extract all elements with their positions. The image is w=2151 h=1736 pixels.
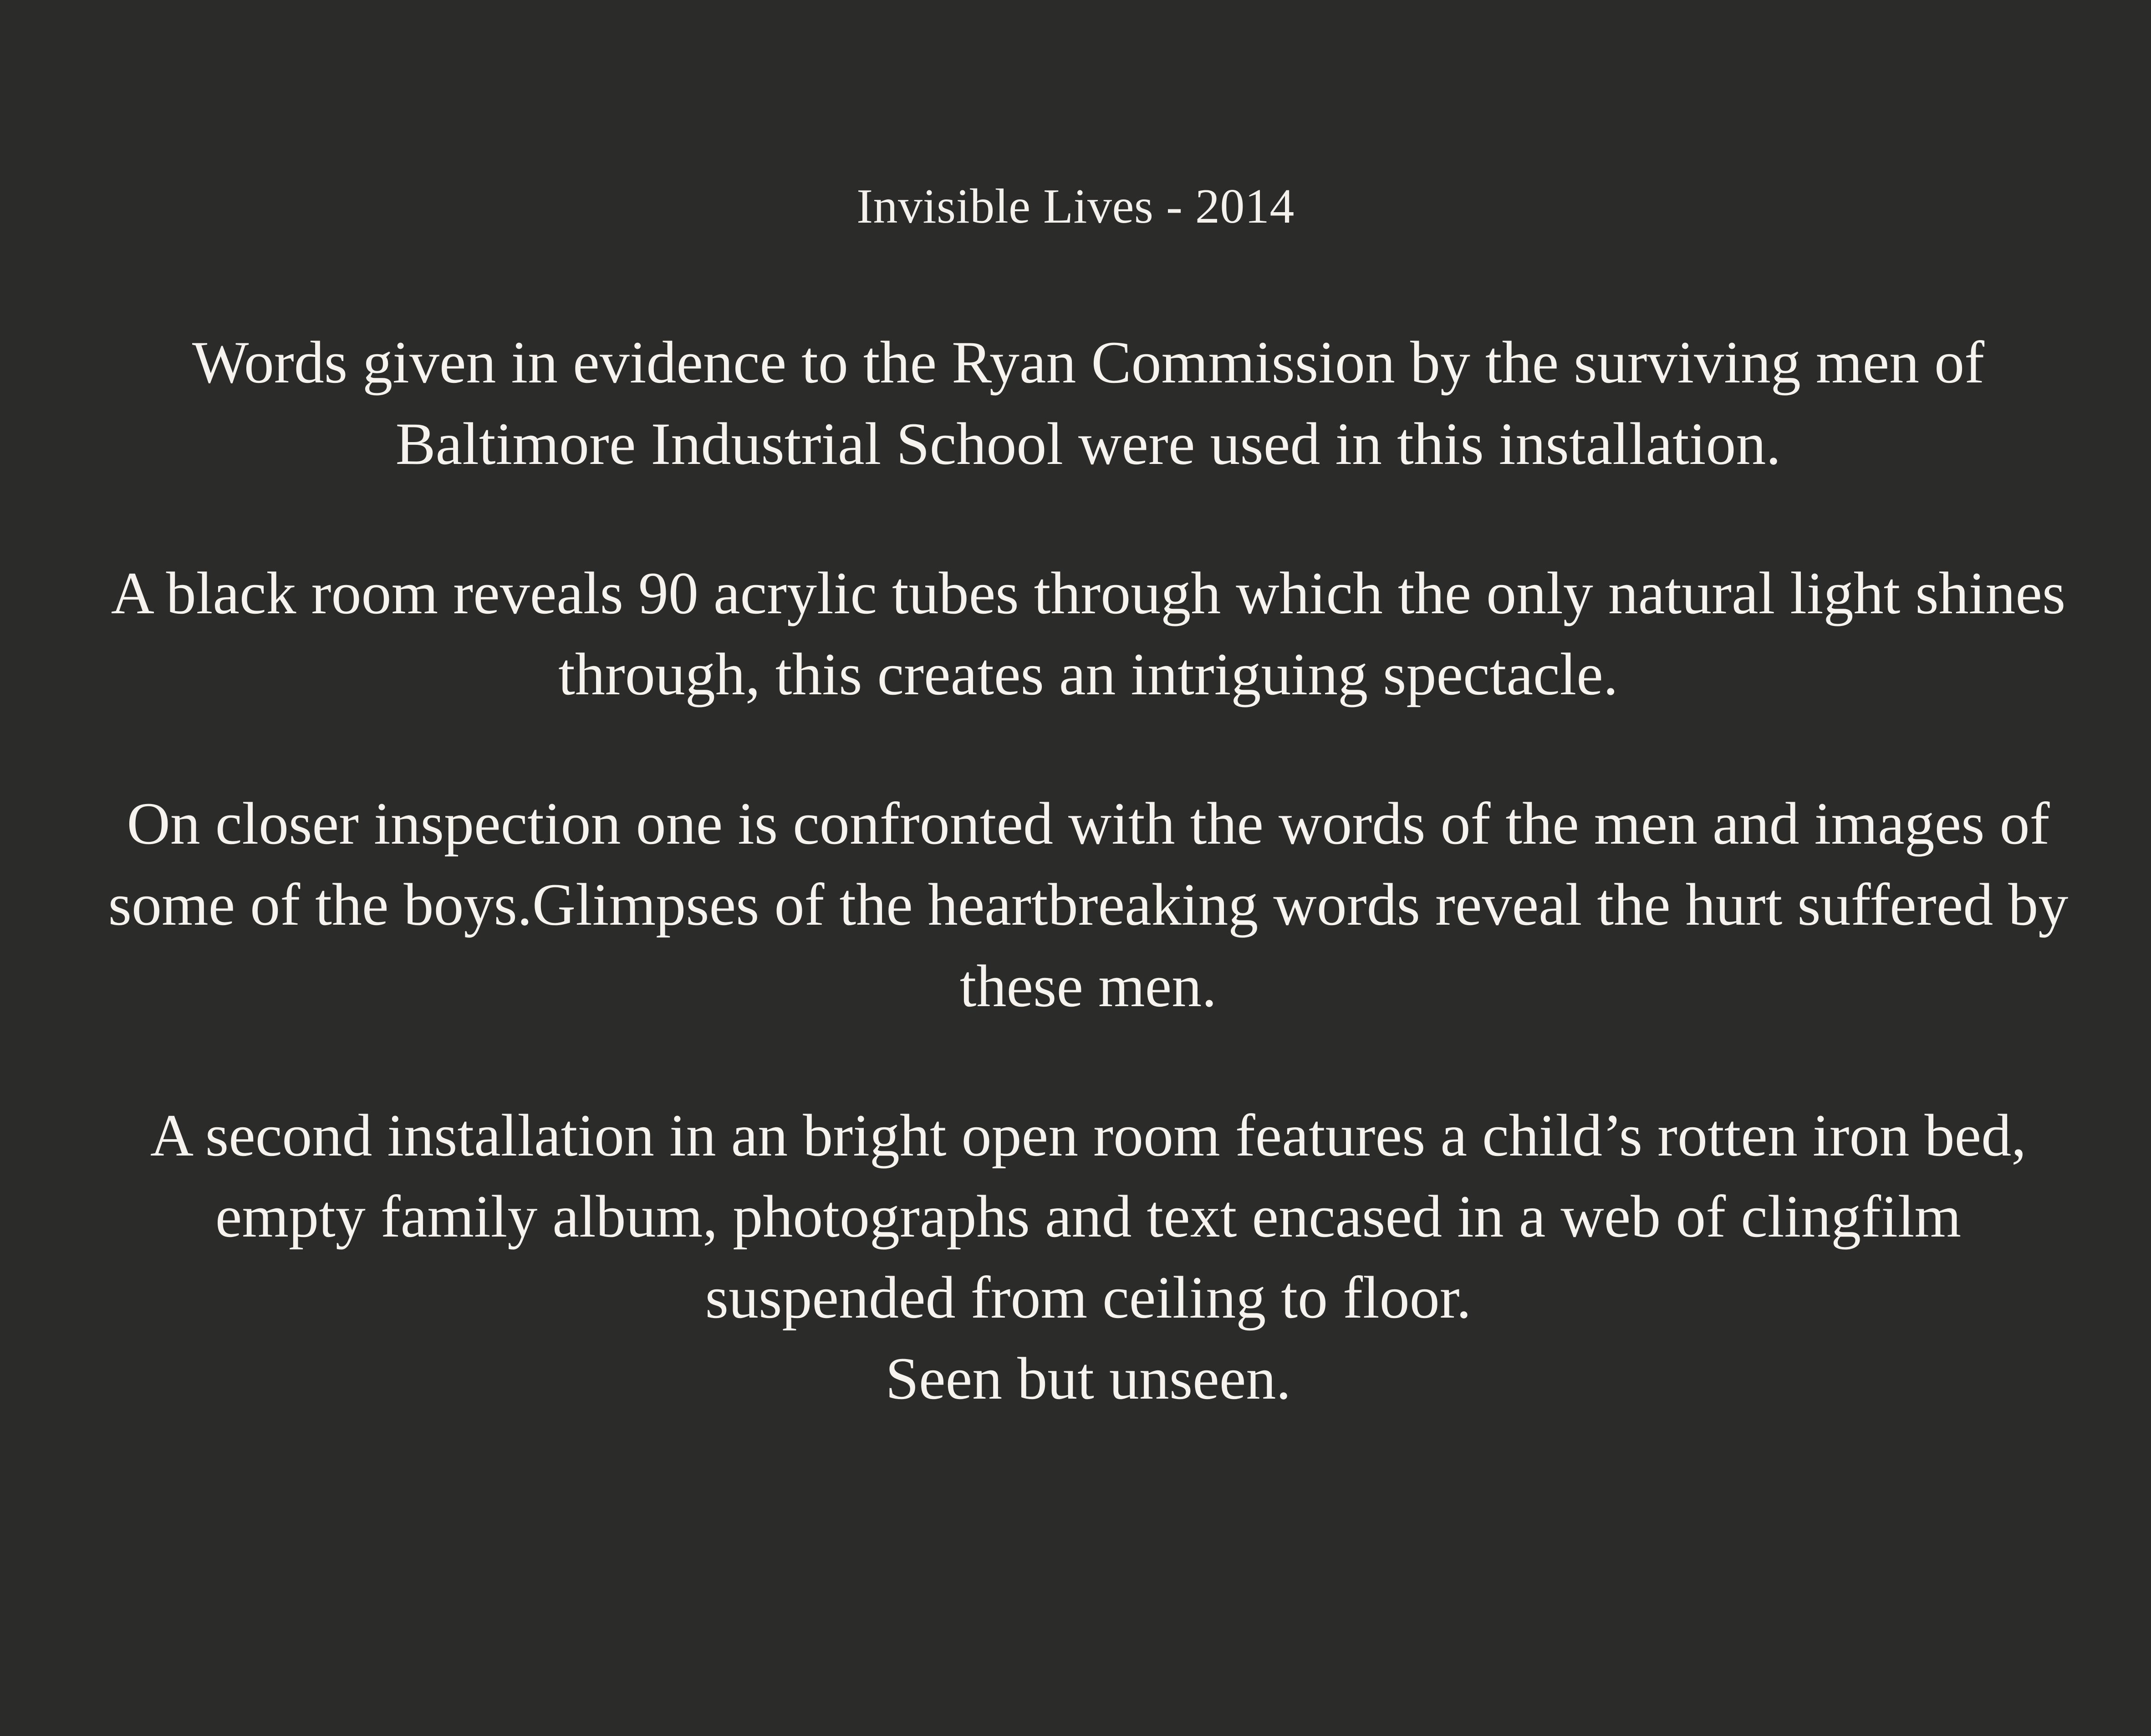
paragraph-spacer [91, 254, 2085, 322]
paragraph-spacer [91, 484, 2085, 553]
paragraph-1: Words given in evidence to the Ryan Commission by the surviving men of Baltimore Industrial School were used in this installation. [192, 329, 1985, 477]
paragraph-5: Seen but unseen. [885, 1345, 1291, 1412]
paragraph-2: A black room reveals 90 acrylic tubes through which the only natural light shines through, this creates an intriguing spectacle. [111, 559, 2066, 708]
page-title: Invisible Lives - 2014 [856, 179, 1295, 234]
paragraph-spacer [91, 1027, 2085, 1095]
document-body [91, 254, 2085, 1419]
paragraph-spacer [91, 715, 2085, 783]
paragraph-3: On closer inspection one is confronted with the words of the men and images of some of the boys.Glimpses of the heartbreaking words reveal the hurt suffered by these men. [108, 790, 2069, 1019]
paragraph-4: A second installation in an bright open room features a child’s rotten iron bed, empty family album, photographs and text encased in a web of clingfilm suspended from ceiling to floor. [150, 1101, 2027, 1331]
